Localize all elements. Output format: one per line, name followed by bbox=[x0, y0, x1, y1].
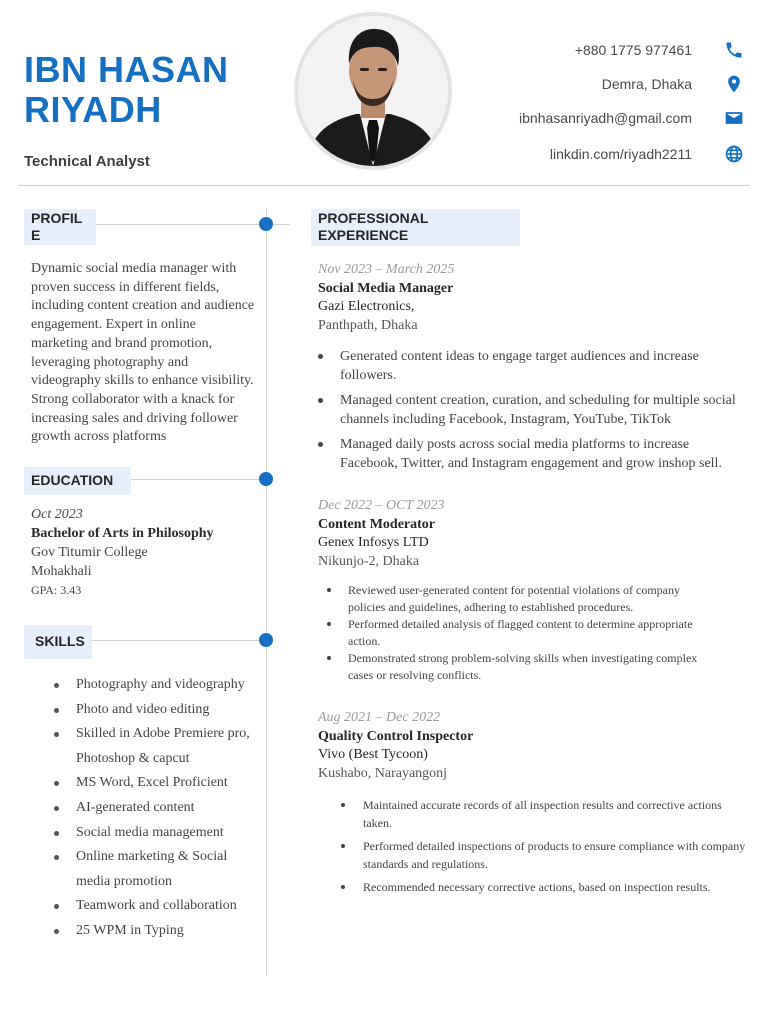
job-bullet: Maintained accurate records of all inspection results and corrective actions taken. bbox=[363, 796, 748, 832]
education-gpa: GPA: 3.43 bbox=[31, 583, 82, 597]
job-role: Content Moderator bbox=[318, 516, 436, 532]
job-role: Quality Control Inspector bbox=[318, 728, 474, 744]
website-text[interactable]: linkdin.com/riyadh2211 bbox=[549, 146, 692, 162]
skill-item: Teamwork and collaboration bbox=[52, 894, 262, 919]
job-company: Vivo (Best Tycoon) bbox=[318, 747, 428, 762]
location-text: Demra, Dhaka bbox=[601, 76, 692, 92]
skills-timeline-dot bbox=[259, 633, 273, 647]
profile-photo bbox=[294, 12, 452, 170]
job-company: Genex Infosys LTD bbox=[318, 535, 429, 550]
profile-heading-line-1: PROFIL bbox=[31, 210, 83, 226]
skill-item: Skilled in Adobe Premiere pro, Photoshop & capcut bbox=[52, 722, 262, 771]
education-connector bbox=[131, 479, 266, 480]
job-bullet: Reviewed user-generated content for potential violations of company policies and guidelines, adhering to established procedures. bbox=[348, 582, 718, 616]
job-location: Panthpath, Dhaka bbox=[318, 317, 418, 333]
experience-heading-line-1: PROFESSIONAL bbox=[318, 210, 429, 226]
skill-item: AI-generated content bbox=[52, 796, 262, 821]
phone-icon bbox=[724, 40, 744, 60]
header-divider bbox=[18, 185, 750, 186]
job-company: Gazi Electronics, bbox=[318, 299, 415, 314]
candidate-name bbox=[24, 50, 284, 130]
education-timeline-dot bbox=[259, 472, 273, 486]
job-date: Nov 2023 – March 2025 bbox=[318, 262, 455, 277]
job-date: Aug 2021 – Dec 2022 bbox=[318, 710, 441, 725]
experience-heading-line-2: EXPERIENCE bbox=[318, 227, 409, 243]
globe-icon bbox=[724, 144, 744, 164]
education-entry bbox=[31, 505, 256, 600]
education-location: Mohakhali bbox=[31, 564, 92, 579]
profile-summary: Dynamic social media manager with proven success in different fields, including content creation and audience engagement. Expert in online marketing and brand promotion, leveraging photography and videography skills to enhance visibility. Strong collaborator with a knack for increasing sales and driving follower growth across platforms bbox=[31, 261, 255, 445]
contact-website bbox=[550, 143, 744, 165]
phone-text[interactable]: +880 1775 977461 bbox=[574, 42, 692, 58]
skills-connector bbox=[92, 640, 266, 641]
profile-heading-line-2: E bbox=[31, 227, 41, 243]
job-bullet: Demonstrated strong problem-solving skills when investigating complex cases or resolving conflicts. bbox=[348, 650, 718, 684]
skills-heading: SKILLS bbox=[24, 625, 92, 659]
job-location: Nikunjo-2, Dhaka bbox=[318, 553, 420, 569]
profile-heading bbox=[24, 209, 96, 245]
job-location: Kushabo, Narayangonj bbox=[318, 765, 448, 781]
skill-item: MS Word, Excel Proficient bbox=[52, 771, 262, 796]
skill-item: Photo and video editing bbox=[52, 698, 262, 723]
job-role: Social Media Manager bbox=[318, 280, 454, 296]
education-date: Oct 2023 bbox=[31, 507, 83, 522]
skill-item: Online marketing & Social media promotion bbox=[52, 845, 262, 894]
job-bullets bbox=[348, 582, 718, 684]
job-bullets bbox=[363, 796, 748, 896]
timeline-line bbox=[266, 208, 267, 976]
name-line-2: RIYADH bbox=[24, 89, 162, 130]
name-line-1: IBN HASAN bbox=[24, 49, 229, 90]
education-degree: Bachelor of Arts in Philosophy bbox=[31, 526, 214, 541]
skill-item: Social media management bbox=[52, 821, 262, 846]
experience-heading bbox=[311, 209, 520, 246]
job-title: Technical Analyst bbox=[24, 153, 150, 170]
education-school: Gov Titumir College bbox=[31, 545, 148, 560]
contact-location bbox=[602, 73, 744, 95]
contact-email bbox=[519, 107, 744, 129]
experience-entry-1 bbox=[318, 261, 758, 479]
job-bullets bbox=[340, 347, 750, 473]
profile-timeline-dot bbox=[259, 217, 273, 231]
job-bullet: Generated content ideas to engage target audiences and increase followers. bbox=[340, 347, 750, 385]
job-bullet: Managed daily posts across social media platforms to increase Facebook, Twitter, and Instagram engagement and grow inshop sell. bbox=[340, 435, 750, 473]
email-text[interactable]: ibnhasanriyadh@gmail.com bbox=[519, 110, 692, 126]
job-bullet: Performed detailed inspections of products to ensure compliance with company standards and regulations. bbox=[363, 837, 748, 873]
experience-entry-2 bbox=[318, 497, 758, 684]
education-heading: EDUCATION bbox=[24, 467, 131, 495]
job-date: Dec 2022 – OCT 2023 bbox=[318, 498, 445, 513]
location-pin-icon bbox=[724, 74, 744, 94]
skills-list bbox=[52, 673, 262, 944]
job-bullet: Managed content creation, curation, and scheduling for multiple social channels including Facebook, Instagram, YouTube, TikTok bbox=[340, 391, 750, 429]
experience-entry-3 bbox=[318, 709, 758, 901]
skill-item: 25 WPM in Typing bbox=[52, 919, 262, 944]
envelope-icon bbox=[724, 108, 744, 128]
contact-phone bbox=[575, 39, 744, 61]
job-bullet: Performed detailed analysis of flagged content to determine appropriate action. bbox=[348, 616, 718, 650]
job-bullet: Recommended necessary corrective actions, based on inspection results. bbox=[363, 878, 748, 896]
skill-item: Photography and videography bbox=[52, 673, 262, 698]
